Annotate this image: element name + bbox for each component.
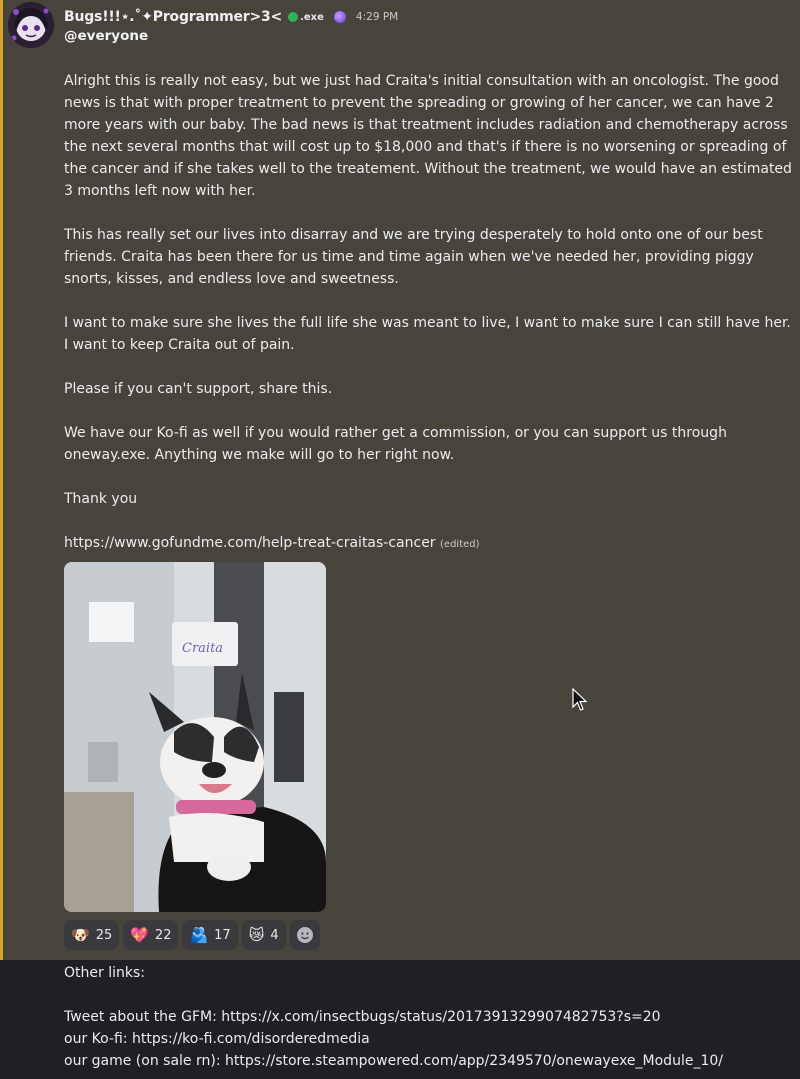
reaction-dog-face[interactable]: [64, 920, 119, 950]
message-paragraph: Alright this is really not easy, but we just had Craita's initial consultation with an oncologist. The good news is that with proper treatment to prevent the spreading or growing of her cancer, we can have 2 more years with our baby. The bad news is that treatment includes radiation and chemotherapy across the next several months that will cost up to $18,000 and that's if there is no worsening or spreading of the cancer and if she takes well to the treatement. Without the treatment, we would have an estimated 3 months left now with her.: [64, 73, 792, 199]
followup-line: [64, 1050, 794, 1072]
author-name[interactable]: Bugs!!!⋆.˚✦Programmer>3<: [64, 9, 283, 25]
message-paragraph: This has really set our lives into disarray and we are trying desperately to hold onto one of our best friends. Craita has been there for us time and time again when we've needed her, providing piggy snorts, kisses, and endless love and sweetness.: [64, 227, 763, 287]
reaction-count: 25: [95, 927, 113, 943]
mouse-cursor-icon: [572, 688, 588, 716]
tweet-link[interactable]: https://x.com/insectbugs/status/2017391329907482753?s=20: [221, 1009, 661, 1025]
reaction-hug[interactable]: [182, 920, 237, 950]
message-header: [64, 6, 398, 28]
message-body: [64, 70, 792, 556]
reaction-count: 4: [270, 927, 279, 943]
reaction-count: 17: [214, 927, 231, 943]
avatar-artwork-icon: [8, 2, 54, 48]
crying-face-emoji-icon: 😿: [248, 925, 265, 944]
avatar[interactable]: [8, 2, 54, 48]
followup-message: [64, 962, 794, 1072]
message-paragraph: Please if you can't support, share this.: [64, 381, 333, 397]
gofundme-link[interactable]: https://www.gofundme.com/help-treat-craitas-cancer: [64, 535, 436, 551]
server-tag[interactable]: [288, 12, 324, 23]
photo-sign-text: Craita: [182, 641, 224, 656]
timestamp[interactable]: 4:29 PM: [355, 11, 399, 23]
message-paragraph: We have our Ko-fi as well if you would rather get a commission, or you can support us through oneway.exe. Anything we make will go to her right now.: [64, 425, 727, 463]
add-reaction-icon: [296, 926, 314, 944]
reaction-sparkling-heart[interactable]: [123, 920, 178, 950]
dog-photo-attachment[interactable]: [64, 562, 326, 912]
steam-link[interactable]: https://store.steampowered.com/app/2349570/onewayexe_Module_10/: [225, 1053, 723, 1069]
followup-label: our game (on sale rn):: [64, 1053, 221, 1069]
message-paragraph: Thank you: [64, 491, 138, 507]
reaction-count: 22: [154, 927, 172, 943]
followup-line: [64, 1006, 794, 1028]
followup-heading: Other links:: [64, 965, 145, 981]
followup-label: Tweet about the GFM:: [64, 1009, 217, 1025]
edited-indicator: (edited): [440, 539, 480, 550]
dog-photo-icon: [64, 562, 326, 912]
followup-line: [64, 1028, 794, 1050]
message-paragraph: I want to make sure she lives the full life she was meant to live, I want to make sure I can still have her. I want to keep Craita out of pain.: [64, 315, 791, 353]
sparkling-heart-icon: 💖: [130, 925, 149, 944]
reaction-crying-face[interactable]: [242, 920, 286, 950]
dog-face-emoji-icon: 🐶: [71, 925, 90, 944]
server-tag-icon: [288, 12, 298, 22]
hug-emoji-icon: 🫂: [189, 925, 209, 944]
followup-label: our Ko-fi:: [64, 1031, 128, 1047]
add-reaction-button[interactable]: [290, 920, 320, 950]
reaction-bar: [64, 920, 320, 950]
server-tag-label: .exe: [300, 11, 324, 23]
everyone-mention[interactable]: @everyone: [64, 28, 149, 44]
gofundme-line: [64, 532, 792, 556]
kofi-link[interactable]: https://ko-fi.com/disorderedmedia: [132, 1031, 370, 1047]
role-orb-icon: [334, 11, 346, 23]
